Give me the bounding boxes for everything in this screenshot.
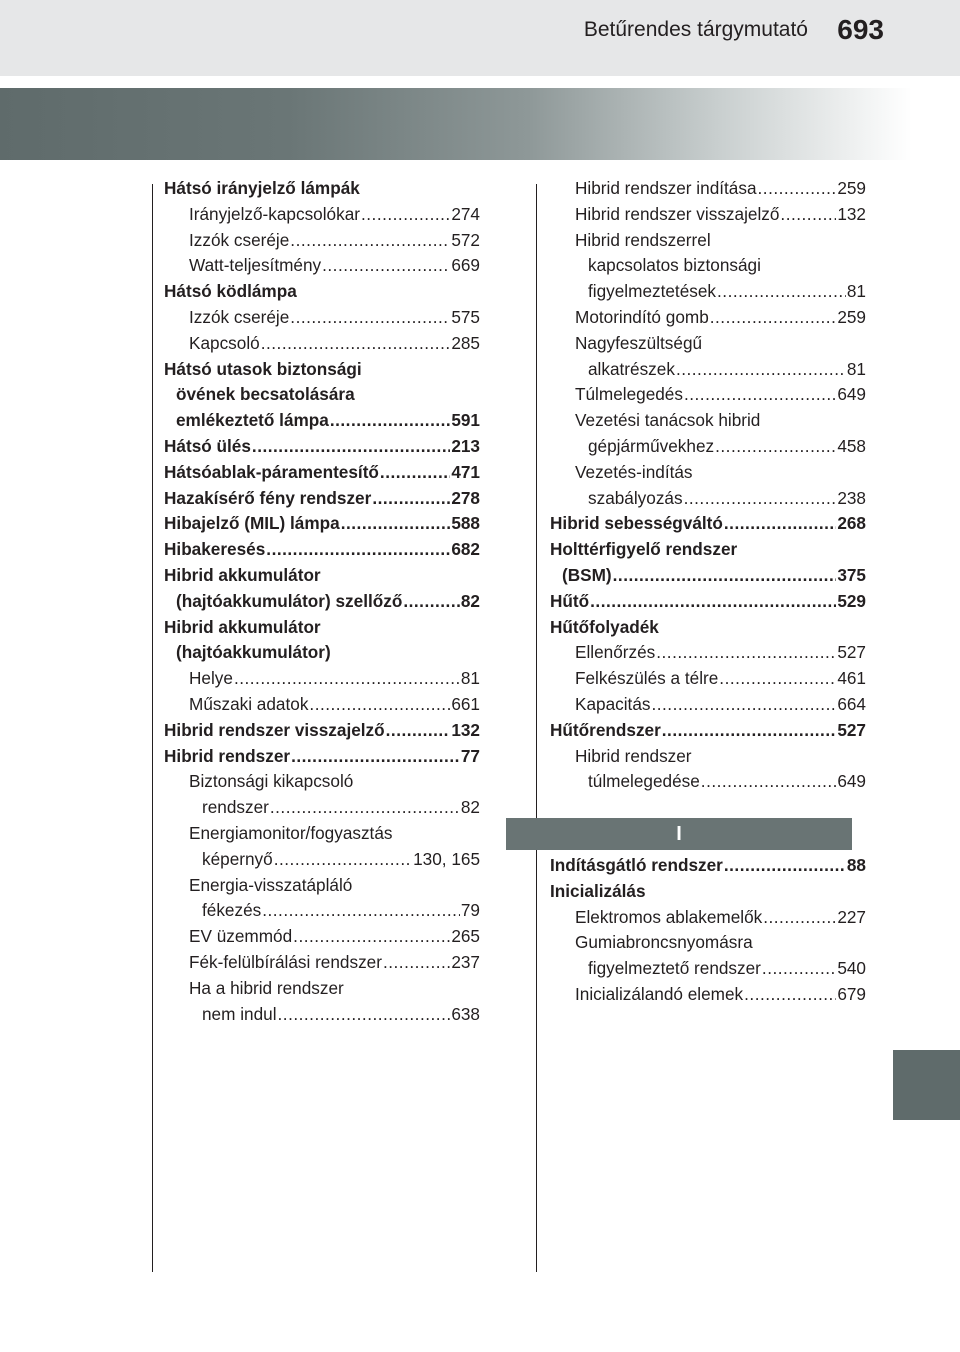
page-reference: 375 [837,564,866,585]
index-term: Hibrid rendszerrel [575,229,711,250]
header-banner [0,88,960,160]
index-term: Kapacitás [575,693,651,714]
column-divider-middle [536,184,537,1272]
index-term: túlmelegedése [588,771,700,792]
dot-leader [290,228,450,254]
index-term: Energiamonitor/fogyasztás [189,822,393,843]
dot-leader [662,718,837,744]
column-divider-left [152,184,153,1272]
dot-leader [252,434,450,460]
page-reference: 237 [451,951,480,972]
index-column-right-top [550,176,866,795]
index-heading [550,228,866,254]
index-term: Ellenőrzés [575,642,656,663]
index-heading [164,176,480,202]
index-heading [550,930,866,956]
index-column-left [164,176,480,1027]
index-entry [550,769,866,795]
index-term: Nagyfeszültségű [575,332,703,353]
index-entry [164,1002,480,1028]
index-term: Indításgátló rendszer [550,855,723,875]
index-term: kapcsolatos biztonsági [588,255,761,276]
index-term: Hátsó utasok biztonsági [164,358,362,379]
page-reference: 77 [460,745,480,766]
dot-leader [676,357,846,383]
index-term: Motorindító gomb [575,306,709,327]
dot-leader [403,589,460,615]
index-heading [164,976,480,1002]
index-entry [164,718,480,744]
index-term: Elektromos ablakemelők [575,906,763,927]
index-term: Hűtőrendszer [550,719,661,740]
index-entry [550,640,866,666]
page-reference: 259 [837,178,866,198]
index-term: Inicializálandó elemek [575,983,744,1004]
index-heading [550,537,866,563]
index-term: Hátsó ködlámpa [164,281,297,302]
page-reference: 227 [837,906,866,927]
page-reference: 132 [451,719,480,740]
index-term: nem indul [202,1003,277,1024]
index-term: Hátsó ülés [164,435,251,456]
index-term: Kapcsoló [189,332,260,353]
index-column-right-bottom [550,853,866,1008]
page-reference: 79 [460,900,480,921]
index-entry [164,847,480,873]
dot-leader [380,460,450,486]
dot-leader [266,537,450,563]
index-term: alkatrészek [588,358,675,379]
index-term: rendszer [202,797,269,818]
index-entry [164,666,480,692]
page-reference: 213 [451,435,480,456]
dot-leader [724,853,846,879]
page-reference: 81 [460,668,480,689]
index-term: Vezetés-indítás [575,461,693,482]
index-heading [550,331,866,357]
page-reference: 238 [837,487,866,508]
index-entry [550,486,866,512]
page-reference: 661 [451,693,480,714]
section-letter: I [676,822,682,845]
dot-leader [710,305,837,331]
dot-leader [762,956,836,982]
index-entry [550,176,866,202]
index-term: (BSM) [562,564,612,585]
index-heading [164,873,480,899]
dot-leader [590,589,836,615]
dot-leader [717,279,846,305]
index-term: övének becsatolására [176,384,355,405]
page-reference: 130, 165 [413,848,480,869]
index-term: Felkészülés a télre [575,668,719,689]
index-entry [550,853,866,879]
index-entry [164,253,480,279]
page-reference: 285 [451,332,480,353]
index-term: Izzók cseréje [189,306,290,327]
index-entry [550,279,866,305]
page-reference: 88 [846,855,866,875]
index-entry [550,202,866,228]
index-term: Hibrid rendszer visszajelző [164,719,385,740]
index-heading [550,615,866,641]
page-reference: 81 [846,358,866,379]
index-term: Hibrid akkumulátor [164,564,321,585]
index-heading [550,253,866,279]
index-entry [550,434,866,460]
dot-leader [651,692,836,718]
index-term: Energia-visszatápláló [189,874,353,895]
page-reference: 591 [451,410,480,431]
index-term: fékezés [202,900,262,921]
index-term: Hibrid rendszer [164,745,291,766]
index-entry [550,982,866,1008]
index-entry [550,718,866,744]
dot-leader [719,666,836,692]
page-reference: 265 [451,926,480,947]
dot-leader [758,176,837,202]
index-term: Hibrid sebességváltó [550,513,723,534]
dot-leader [372,486,450,512]
index-heading [164,563,480,589]
index-entry [550,692,866,718]
dot-leader [701,769,837,795]
page-number: 693 [837,14,884,45]
index-entry [164,460,480,486]
index-term: Holttérfigyelő rendszer [550,539,738,560]
index-entry [550,511,866,537]
index-term: Hűtőfolyadék [550,616,659,637]
dot-leader [291,744,460,770]
index-entry [550,563,866,589]
index-entry [164,511,480,537]
dot-leader [656,640,836,666]
index-term: Inicializálás [550,880,646,901]
page-reference: 259 [837,306,866,327]
index-heading [550,744,866,770]
index-entry [550,305,866,331]
page-reference: 274 [451,203,480,224]
dot-leader [684,486,837,512]
index-term: képernyő [202,848,273,869]
index-entry [164,950,480,976]
page-reference: 82 [460,590,480,611]
page-reference: 575 [451,306,480,327]
page-reference: 461 [837,668,866,689]
index-term: Izzók cseréje [189,229,290,250]
index-heading [164,357,480,383]
index-entry [550,956,866,982]
page-reference: 649 [837,384,866,405]
dot-leader [290,305,450,331]
index-term: Hátsó irányjelző lámpák [164,178,360,198]
page-reference: 527 [837,642,866,663]
index-heading [164,769,480,795]
index-term: Hűtő [550,590,590,611]
header-bar [0,0,960,76]
index-term: (hajtóakkumulátor) szellőző [176,590,403,611]
page-reference: 527 [837,719,866,740]
index-term: Hibrid rendszer visszajelző [575,203,780,224]
page-reference: 588 [451,513,480,534]
index-heading [164,279,480,305]
index-entry [550,666,866,692]
dot-leader [715,434,836,460]
page-reference: 132 [837,203,866,224]
index-term: szabályozás [588,487,683,508]
dot-leader [309,692,450,718]
index-entry [164,202,480,228]
dot-leader [724,511,836,537]
dot-leader [270,795,460,821]
page-reference: 649 [837,771,866,792]
index-entry [550,382,866,408]
dot-leader [330,408,450,434]
page-reference: 669 [451,255,480,276]
dot-leader [293,924,450,950]
index-entry [164,924,480,950]
page-reference: 638 [451,1003,480,1024]
page-reference: 82 [460,797,480,818]
index-term: Hibakeresés [164,539,266,560]
index-heading [164,382,480,408]
page-reference: 529 [837,590,866,611]
section-letter-bar [506,818,852,850]
index-term: Hibrid akkumulátor [164,616,321,637]
index-entry [164,486,480,512]
index-term: Ha a hibrid rendszer [189,977,344,998]
index-entry [164,692,480,718]
dot-leader [383,950,450,976]
index-heading [550,460,866,486]
index-entry [164,589,480,615]
page-reference: 679 [837,983,866,1004]
index-term: gépjárművekhez [588,435,715,456]
dot-leader [780,202,836,228]
index-heading [164,821,480,847]
dot-leader [386,718,451,744]
index-term: emlékeztető lámpa [176,410,329,431]
dot-leader [341,511,451,537]
dot-leader [744,982,836,1008]
page-reference: 682 [451,539,480,560]
index-heading [550,408,866,434]
index-entry [164,408,480,434]
page-reference: 664 [837,693,866,714]
dot-leader [234,666,460,692]
dot-leader [322,253,450,279]
index-term: Gumiabroncsnyomásra [575,932,753,953]
index-entry [550,357,866,383]
index-entry [164,898,480,924]
index-term: Hazakísérő fény rendszer [164,487,372,508]
index-entry [164,305,480,331]
dot-leader [684,382,836,408]
page-reference: 458 [837,435,866,456]
page-reference: 572 [451,229,480,250]
index-heading [550,879,866,905]
dot-leader [613,563,837,589]
index-entry [550,905,866,931]
index-entry [164,228,480,254]
index-term: Túlmelegedés [575,384,683,405]
index-term: Irányjelző-kapcsolókar [189,203,360,224]
page-reference: 278 [451,487,480,508]
index-term: Watt-teljesítmény [189,255,322,276]
index-term: Helye [189,668,233,689]
dot-leader [763,905,836,931]
page-reference: 81 [846,281,866,302]
index-term: Fék-felülbírálási rendszer [189,951,382,972]
chapter-thumb-tab [893,1050,960,1120]
header-title: Betűrendes tárgymutató [583,18,808,41]
index-entry [550,589,866,615]
index-term: Hibajelző (MIL) lámpa [164,513,340,534]
page-reference: 471 [451,461,480,482]
index-term: figyelmeztetések [588,281,717,302]
index-term: Hibrid rendszer indítása [575,178,757,198]
index-term: figyelmeztető rendszer [588,958,761,979]
page-reference: 540 [837,958,866,979]
index-entry [164,331,480,357]
index-term: Hátsóablak-páramentesítő [164,461,379,482]
dot-leader [361,202,450,228]
index-term: Műszaki adatok [189,693,309,714]
index-term: (hajtóakkumulátor) [176,642,331,663]
dot-leader [262,898,460,924]
dot-leader [278,1002,451,1028]
index-heading [164,640,480,666]
index-entry [164,537,480,563]
index-term: EV üzemmód [189,926,293,947]
dot-leader [261,331,451,357]
index-entry [164,795,480,821]
index-term: Vezetési tanácsok hibrid [575,410,761,431]
index-term: Hibrid rendszer [575,745,692,766]
index-entry [164,744,480,770]
dot-leader [274,847,412,873]
index-entry [164,434,480,460]
index-term: Biztonsági kikapcsoló [189,771,354,792]
index-heading [164,615,480,641]
page-reference: 268 [837,513,866,534]
